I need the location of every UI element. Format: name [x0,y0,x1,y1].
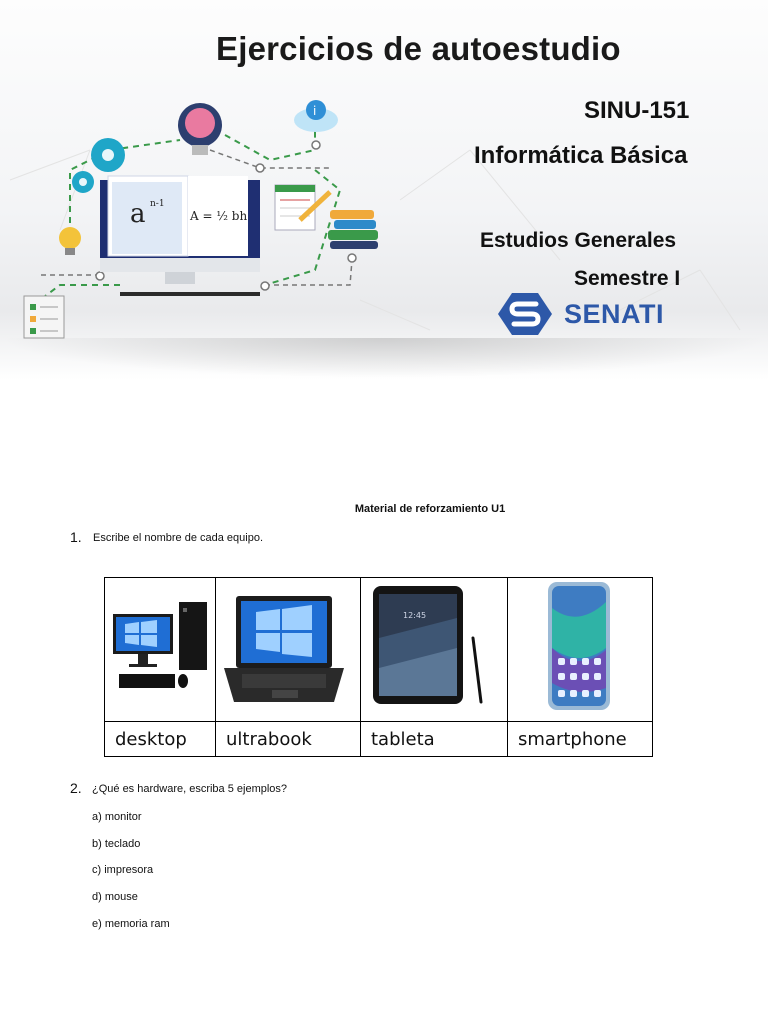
notebook-icon [275,185,330,230]
answer-item: d) mouse [92,891,138,903]
answer-item: b) teclado [92,838,141,850]
section-title: Material de reforzamiento U1 [354,503,506,515]
senati-logo [498,292,664,336]
program-name: Estudios Generales [480,229,677,252]
brain-icon [178,103,222,155]
logo-wordmark: SENATI [564,298,665,329]
device-label: smartphone [508,722,653,757]
smartphone-icon [508,578,652,716]
smartphone-image-cell [508,578,653,722]
tablet-icon [361,578,507,716]
checklist-icon [24,296,64,338]
laptop-icon [216,578,360,716]
question-2-number: 2. [70,780,82,796]
svg-text:a: a [130,199,146,229]
monitor-illustration [100,176,260,296]
course-name: Informática Básica [474,142,688,169]
device-label: desktop [105,722,216,757]
desktop-computer-icon [105,578,215,716]
desktop-image-cell [105,578,216,722]
devices-image-row [105,578,653,722]
header-banner [0,0,768,380]
question-2-text: ¿Qué es hardware, escriba 5 ejemplos? [92,783,288,795]
books-icon [328,210,378,249]
svg-text:i: i [313,104,317,118]
ultrabook-image-cell [216,578,361,722]
question-1-number: 1. [70,529,82,545]
senati-logo-icon [498,293,552,335]
question-1-text: Escribe el nombre de cada equipo. [93,532,263,544]
device-label: tableta [361,722,508,757]
devices-label-row [105,722,653,757]
page-title: Ejercicios de autoestudio [216,30,621,67]
banner-shadow [0,338,768,378]
devices-table [104,577,653,757]
answer-item: c) impresora [92,864,154,876]
info-cloud-icon [294,100,338,132]
svg-text:n-1: n-1 [150,199,165,209]
course-code: SINU-151 [584,97,690,124]
tableta-image-cell [361,578,508,722]
semester-label: Semestre I [574,267,681,290]
svg-text:A = ½ bh: A = ½ bh [190,209,248,223]
device-label: ultrabook [216,722,361,757]
svg-text:12:45: 12:45 [403,611,427,620]
answer-item: e) memoria ram [92,918,170,930]
lightbulb-icon [59,227,81,255]
answer-item: a) monitor [92,811,142,823]
